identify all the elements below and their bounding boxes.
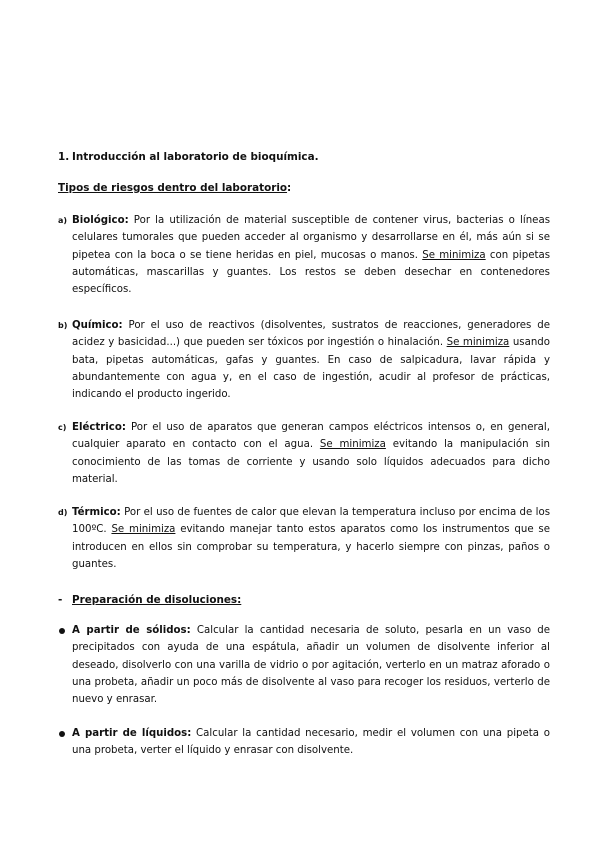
risk-item-electrico <box>58 419 550 488</box>
solutions-heading-text: Preparación de disoluciones: <box>72 594 242 606</box>
list-marker: d) <box>58 508 68 517</box>
risk-text-after: con pipetas automáticas, mascarillas y guantes. Los restos se deben desechar en contenedores específicos. <box>72 249 551 296</box>
risk-text: Por el uso de aparatos que generan campos eléctricos intensos o, en general, cualquier aparato en contacto con el agua. <box>72 422 550 451</box>
risk-text: Por el uso de reactivos (disolventes, sustratos de reacciones, generadores de acidez y basicidad...) que pueden ser tóxicos por ingestión o hinalación. <box>72 320 550 349</box>
risk-minimiza: Se minimiza <box>111 524 176 536</box>
risk-label: Eléctrico: <box>72 422 126 433</box>
risks-heading-text: Tipos de riesgos dentro del laboratorio <box>58 182 288 194</box>
risk-label: Térmico: <box>72 507 121 518</box>
risks-heading-suffix: : <box>287 182 292 194</box>
dash-marker: - <box>58 594 63 606</box>
bullet-icon <box>59 731 65 737</box>
risk-text-after: evitando manejar tanto estos aparatos como los instrumentos que se introducen en ellos sin comprobar su temperatura, y hacerlo siempre con pinzas, paños o guantes. <box>72 524 551 570</box>
solution-text: Calcular la cantidad necesaria de soluto, pesarla en un vaso de precipitados con ayuda de una espátula, añadir un volumen de disolvente inferior al deseado, disolverlo con una varilla de vidrio o por agitación, verterlo en un matraz aforado o una probeta, añadir un poco más de disolvente al vaso para recoger los residuos, verterlo de nuevo y enrasar. <box>72 625 550 706</box>
section-heading <box>58 151 319 163</box>
risk-text-after: evitando la manipulación sin conocimiento de las tomas de corriente y usando solo líquidos adecuados para dicho material. <box>72 439 550 485</box>
section-number: 1. <box>58 151 70 163</box>
risk-text: Por la utilización de material susceptible de contener virus, bacterias o líneas celulares tumorales que pueden acceder al organismo y desarrollarse en él, más aún si se pipetea con la boca o se tiene heridas en piel, mucosas o manos. <box>72 215 550 261</box>
risks-heading <box>58 182 291 194</box>
risk-label: Biológico: <box>72 215 129 226</box>
solution-item-solidos <box>58 622 550 708</box>
risk-minimiza: Se minimiza <box>319 439 386 451</box>
risk-text-after: usando bata, pipetas automáticas, gafas y guantes. En caso de salpicadura, lavar rápida y abundantemente con agua y, en el caso de ingestión, acudir al profesor de prácticas, indicando el producto ingerido. <box>72 337 551 401</box>
risk-item-quimico <box>58 317 550 403</box>
solution-label: A partir de sólidos: <box>72 625 191 636</box>
risk-item-biologico <box>58 212 550 298</box>
risk-text: Por el uso de fuentes de calor que elevan la temperatura incluso por encima de los 100ºC. <box>72 507 550 536</box>
solution-text: Calcular la cantidad necesario, medir el volumen con una pipeta o una probeta, verter el líquido y enrasar con disolvente. <box>72 728 550 757</box>
risk-label: Químico: <box>72 320 123 331</box>
solution-item-liquidos <box>58 725 550 760</box>
section-title: Introducción al laboratorio de bioquímica. <box>72 151 319 163</box>
risk-item-termico <box>58 504 550 573</box>
solutions-heading <box>58 594 241 606</box>
risk-minimiza: Se minimiza <box>446 337 510 349</box>
bullet-icon <box>59 628 65 634</box>
list-marker: c) <box>58 423 67 432</box>
list-marker: b) <box>58 321 68 330</box>
risk-minimiza: Se minimiza <box>422 249 486 261</box>
list-marker: a) <box>58 216 68 225</box>
solution-label: A partir de líquidos: <box>72 728 192 739</box>
